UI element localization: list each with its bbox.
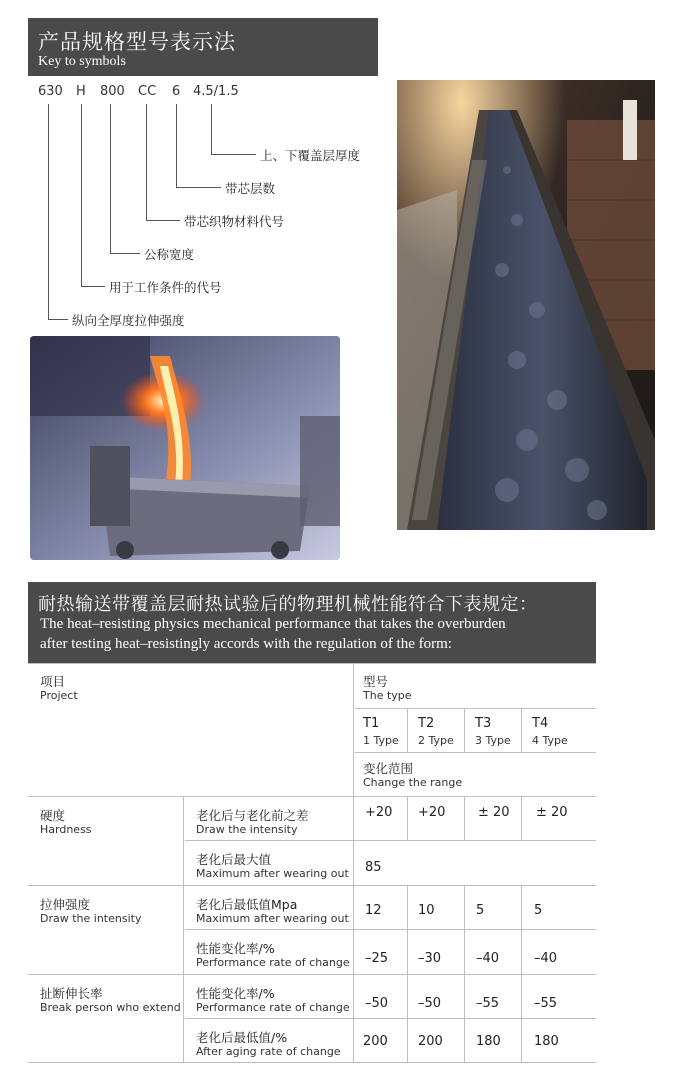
type-code: T3: [475, 716, 492, 731]
table-value: –40: [534, 951, 558, 966]
key-label-width: 公称宽度: [144, 247, 195, 262]
code-thickness: 4.5/1.5: [193, 84, 239, 99]
table-value: +20: [365, 805, 393, 820]
row-label-zh: 老化后最大值: [196, 852, 272, 867]
connector-line: [211, 154, 256, 155]
coal-conveyor-photo: [397, 80, 655, 530]
table-rule: [353, 663, 354, 1062]
key-label-material: 带芯织物材料代号: [184, 214, 285, 229]
table-value: ± 20: [478, 805, 510, 820]
type-label: 1 Type: [363, 734, 399, 747]
group-elongation-zh: 扯断伸长率: [40, 986, 103, 1001]
type-header-zh: 型号: [363, 674, 389, 689]
table-rule: [464, 708, 465, 752]
range-header-en: Change the range: [363, 776, 463, 789]
table-value: –30: [418, 951, 442, 966]
table-value: 85: [365, 860, 382, 875]
project-header-zh: 项目: [40, 674, 66, 689]
hot-material-photo: [30, 336, 340, 560]
row-label-en: Maximum after wearing out: [196, 912, 349, 925]
table-title-en-line1: The heat–resisting physics mechanical performance that takes the overburden: [40, 616, 506, 632]
row-label-zh: 老化后最低值Mpa: [196, 897, 298, 912]
table-value: –40: [476, 951, 500, 966]
key-label-thickness: 上、下覆盖层厚度: [260, 148, 361, 163]
row-label-zh: 老化后与老化前之差: [196, 808, 309, 823]
type-label: 3 Type: [475, 734, 511, 747]
table-rule: [521, 708, 522, 752]
table-rule: [183, 796, 184, 1062]
connector-line: [176, 187, 221, 188]
connector-line: [146, 104, 147, 220]
connector-line: [211, 104, 212, 154]
range-header-zh: 变化范围: [363, 761, 414, 776]
type-code: T4: [532, 716, 549, 731]
table-title-en-line2: after testing heat–resistingly accords with the regulation of the form:: [40, 636, 452, 652]
table-rule: [28, 663, 596, 664]
project-header-en: Project: [40, 689, 78, 702]
table-rule: [407, 708, 408, 752]
table-rule: [28, 974, 596, 975]
table-value: 180: [534, 1034, 559, 1049]
key-header: [28, 18, 378, 76]
table-rule: [355, 752, 596, 753]
row-label-en: Performance rate of change: [196, 956, 350, 969]
connector-line: [48, 319, 68, 320]
type-label: 4 Type: [532, 734, 568, 747]
key-title-zh: 产品规格型号表示法: [38, 30, 236, 54]
connector-line: [146, 220, 180, 221]
table-rule: [28, 796, 596, 797]
connector-line: [176, 104, 177, 187]
type-code: T2: [418, 716, 435, 731]
connector-line: [48, 104, 49, 319]
type-label: 2 Type: [418, 734, 454, 747]
table-rule: [28, 1062, 596, 1063]
table-value: ± 20: [536, 805, 568, 820]
table-rule: [521, 885, 522, 1062]
key-label-strength: 纵向全厚度拉伸强度: [72, 313, 185, 328]
type-code: T1: [363, 716, 380, 731]
group-tensile-en: Draw the intensity: [40, 912, 142, 925]
table-rule: [521, 796, 522, 840]
table-rule: [185, 1018, 596, 1019]
key-label-condition: 用于工作条件的代号: [109, 280, 222, 295]
table-rule: [464, 885, 465, 1062]
table-value: 200: [418, 1034, 443, 1049]
table-rule: [185, 840, 596, 841]
table-rule: [28, 885, 596, 886]
row-label-en: Maximum after wearing out: [196, 867, 349, 880]
table-value: 180: [476, 1034, 501, 1049]
table-value: –50: [418, 996, 442, 1011]
table-value: 12: [365, 903, 382, 918]
table-header: [28, 582, 596, 663]
row-label-en: Performance rate of change: [196, 1001, 350, 1014]
table-rule: [407, 885, 408, 1062]
code-material: CC: [138, 84, 157, 99]
key-title-en: Key to symbols: [38, 54, 126, 69]
table-rule: [185, 929, 596, 930]
row-label-en: Draw the intensity: [196, 823, 298, 836]
table-value: +20: [418, 805, 446, 820]
connector-line: [110, 253, 140, 254]
table-value: 200: [363, 1034, 388, 1049]
group-hardness-zh: 硬度: [40, 808, 66, 823]
table-title-zh: 耐热输送带覆盖层耐热试验后的物理机械性能符合下表规定：: [38, 594, 538, 615]
code-width: 800: [100, 84, 125, 99]
code-condition: H: [76, 84, 86, 99]
row-label-zh: 性能变化率/%: [196, 941, 275, 956]
connector-line: [81, 104, 82, 286]
table-value: 5: [476, 903, 485, 918]
code-plies: 6: [172, 84, 181, 99]
table-rule: [407, 796, 408, 840]
row-label-en: After aging rate of change: [196, 1045, 341, 1058]
group-tensile-zh: 拉伸强度: [40, 897, 91, 912]
table-value: –50: [365, 996, 389, 1011]
table-value: –25: [365, 951, 389, 966]
connector-line: [81, 286, 105, 287]
table-rule: [464, 796, 465, 840]
table-value: –55: [476, 996, 500, 1011]
key-label-plies: 带芯层数: [225, 181, 276, 196]
group-hardness-en: Hardness: [40, 823, 92, 836]
group-elongation-en: Break person who extend: [40, 1001, 181, 1014]
code-strength: 630: [38, 84, 63, 99]
table-rule: [355, 708, 596, 709]
row-label-zh: 老化后最低值/%: [196, 1030, 288, 1045]
table-value: 10: [418, 903, 435, 918]
connector-line: [110, 104, 111, 253]
table-value: 5: [534, 903, 543, 918]
type-header-en: The type: [363, 689, 412, 702]
table-value: –55: [534, 996, 558, 1011]
row-label-zh: 性能变化率/%: [196, 986, 275, 1001]
